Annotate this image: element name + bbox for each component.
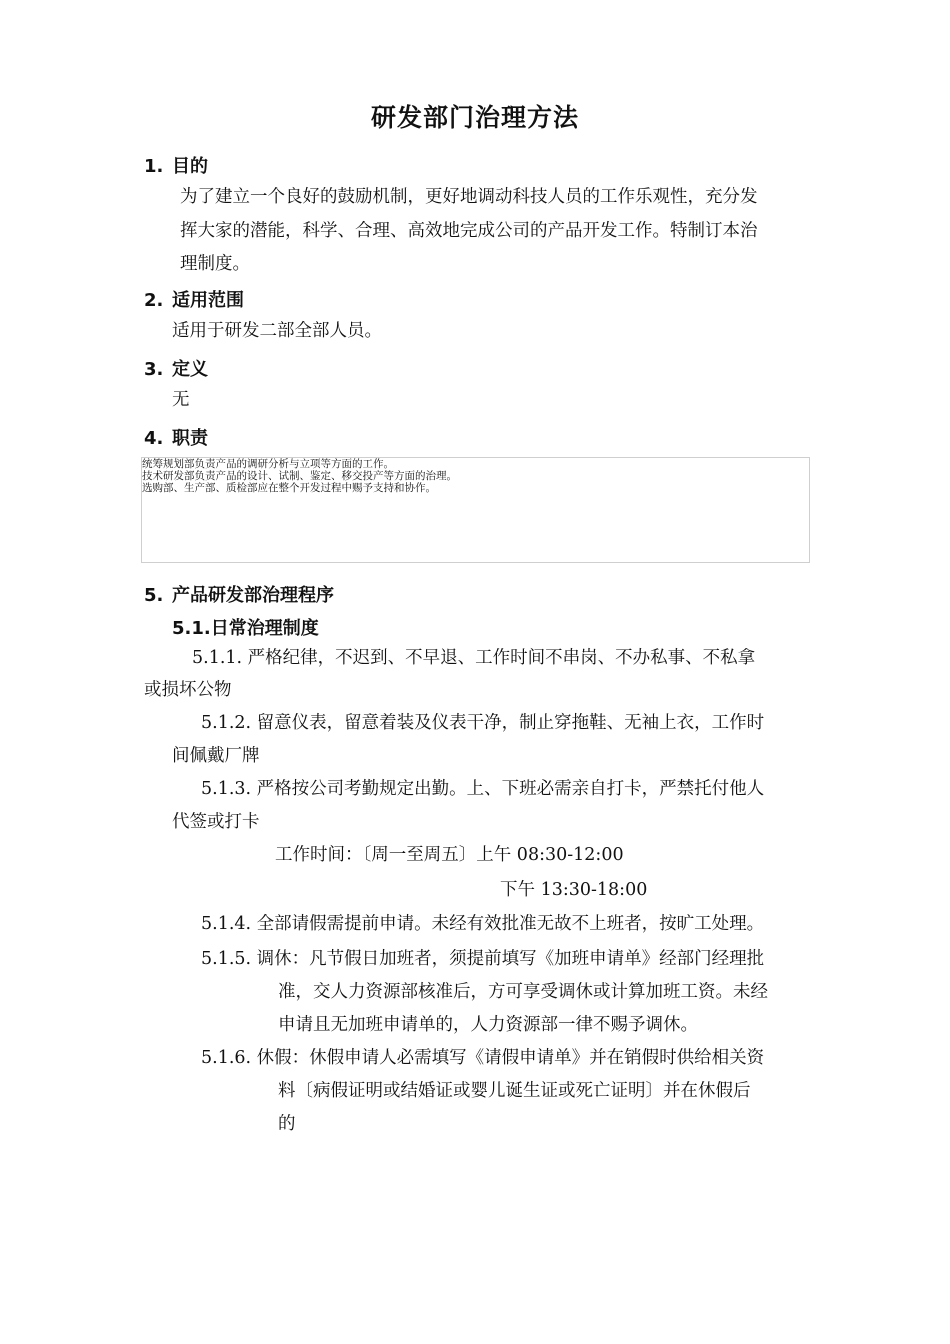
section-3-heading [144,355,208,381]
responsibilities-box [141,457,810,563]
rule-5-1-6-line: 料〔病假证明或结婚证或婴儿诞生证或死亡证明〕并在休假后 [278,1081,751,1101]
work-time-afternoon: 下午 13:30-18:00 [500,880,648,900]
section-1-body-line: 为了建立一个良好的鼓励机制，更好地调动科技人员的工作乐观性，充分发 [180,187,758,207]
rule-5-1-2-line: 5.1.2. 留意仪表，留意着装及仪表干净，制止穿拖鞋、无袖上衣，工作时 [201,713,765,733]
responsibility-line: 技术研发部负责产品的设计、试制、鉴定、移交投产等方面的治理。 [142,470,457,482]
section-number: 5. [144,585,164,606]
page-title: 研发部门治理方法 [370,103,579,132]
section-3-body-line: 无 [172,390,190,410]
section-5-heading [144,581,334,607]
rule-5-1-1-line: 5.1.1. 严格纪律，不迟到、不早退、工作时间不串岗、不办私事、不私拿 [192,648,756,668]
responsibility-line: 选购部、生产部、质检部应在整个开发过程中赐予支持和协作。 [142,482,436,494]
section-number: 3. [144,359,164,380]
rule-5-1-4-line: 5.1.4. 全部请假需提前申请。未经有效批准无故不上班者，按旷工处理。 [201,914,765,934]
section-4-heading [144,424,208,450]
rule-5-1-5-line: 5.1.5. 调休：凡节假日加班者，须提前填写《加班申请单》经部门经理批 [201,949,765,969]
work-time-morning: 工作时间：〔周一至周五〕上午 08:30-12:00 [275,845,624,865]
section-title: 职责 [172,428,208,449]
section-number: 1. [144,156,164,177]
section-1-body-line: 理制度。 [180,254,250,274]
rule-5-1-5-line: 申请且无加班申请单的，人力资源部一律不赐予调休。 [278,1015,698,1035]
rule-5-1-1-line: 或损坏公物 [144,680,232,700]
section-title: 适用范围 [172,290,244,311]
section-2-heading [144,286,244,312]
rule-5-1-6-line: 的 [278,1114,296,1134]
section-title: 目的 [172,156,208,177]
section-2-body-line: 适用于研发二部全部人员。 [172,321,382,341]
rule-5-1-2-line: 间佩戴厂牌 [172,746,260,766]
rule-5-1-5-line: 准，交人力资源部核准后，方可享受调休或计算加班工资。未经 [278,982,768,1002]
responsibility-line: 统筹规划部负责产品的调研分析与立项等方面的工作。 [142,458,394,470]
section-number: 4. [144,428,164,449]
section-number: 2. [144,290,164,311]
section-title: 定义 [172,359,208,380]
section-1-heading [144,152,208,178]
section-1-body-line: 挥大家的潜能，科学、合理、高效地完成公司的产品开发工作。特制订本治 [180,221,758,241]
section-title: 产品研发部治理程序 [172,585,334,606]
rule-5-1-3-line: 代签或打卡 [172,812,260,832]
rule-5-1-3-line: 5.1.3. 严格按公司考勤规定出勤。上、下班必需亲自打卡，严禁托付他人 [201,779,765,799]
subsection-heading: 5.1.日常治理制度 [172,618,319,639]
rule-5-1-6-line: 5.1.6. 休假：休假申请人必需填写《请假申请单》并在销假时供给相关资 [201,1048,765,1068]
